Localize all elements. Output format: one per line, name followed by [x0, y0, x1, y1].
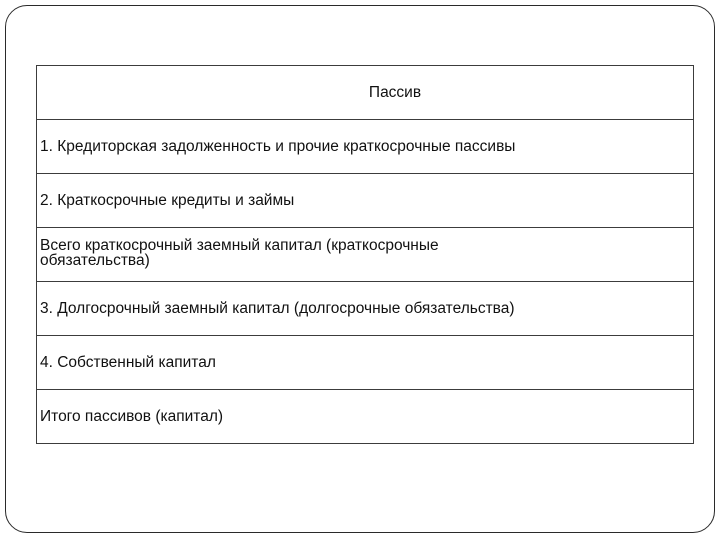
table-header-row — [37, 66, 694, 120]
liabilities-table — [36, 65, 694, 444]
table-row — [37, 336, 694, 390]
row-total-liabilities: Итого пассивов (капитал) — [37, 390, 694, 444]
row-long-term-capital: 3. Долгосрочный заемный капитал (долгосрочные обязательства) — [37, 282, 694, 336]
row-equity: 4. Собственный капитал — [37, 336, 694, 390]
table-row — [37, 282, 694, 336]
table-row — [37, 390, 694, 444]
table-row — [37, 120, 694, 174]
table-header: Пассив — [37, 66, 694, 120]
row-total-short-term-capital-label: Всего краткосрочный заемный капитал (краткосрочные обязательства) — [40, 237, 439, 269]
row-total-short-term-capital — [37, 228, 694, 282]
table-row — [37, 174, 694, 228]
table-row — [37, 228, 694, 282]
row-accounts-payable: 1. Кредиторская задолженность и прочие краткосрочные пассивы — [37, 120, 694, 174]
row-short-term-loans: 2. Краткосрочные кредиты и займы — [37, 174, 694, 228]
